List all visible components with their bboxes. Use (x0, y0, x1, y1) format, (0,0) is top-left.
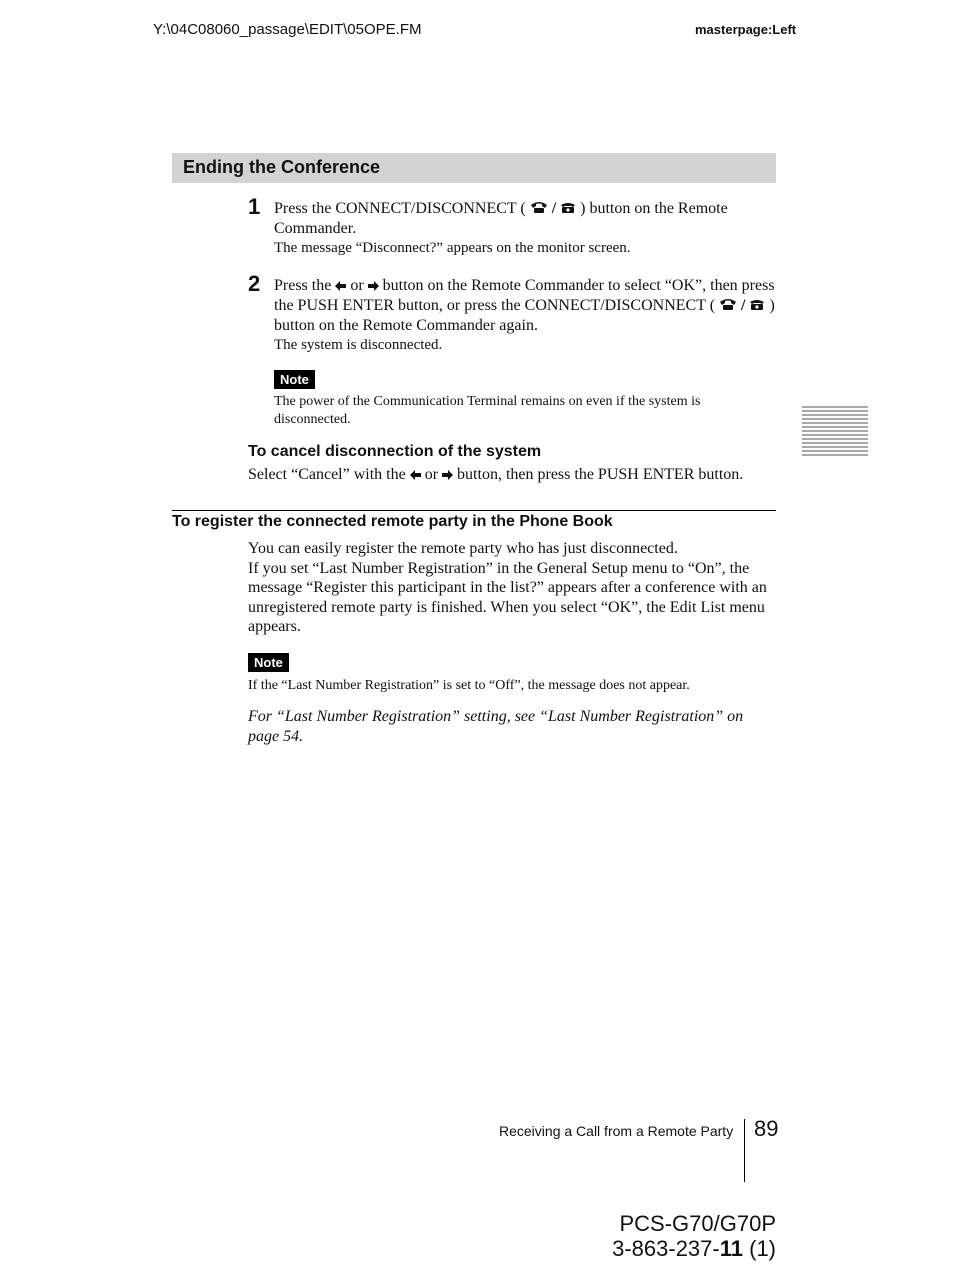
section-divider (172, 510, 776, 511)
page-number: 89 (754, 1116, 779, 1141)
step-2-text-a: Press the (274, 277, 332, 294)
file-path: Y:\04C08060_passage\EDIT\05OPE.FM (153, 21, 422, 38)
register-heading: To register the connected remote party in the Phone Book (172, 513, 613, 530)
step-2-result: The system is disconnected. (274, 337, 443, 353)
part-number-edition: 11 (719, 1236, 743, 1261)
left-arrow-icon (410, 466, 421, 486)
step-1-instruction (274, 199, 776, 239)
part-number-suffix: (1) (743, 1236, 776, 1261)
phone-cradle-icon (560, 200, 576, 220)
step-2-text-b: button on the Remote Commander to select “OK”, then press the PUSH ENTER button, or press the CONNECT/DISCONNECT ( (274, 277, 775, 315)
model-number: PCS-G70/G70P (619, 1211, 776, 1236)
phone-handset-lifted-icon (719, 297, 737, 317)
register-line-1: You can easily register the remote party who has just disconnected. (248, 540, 678, 557)
part-number (612, 1236, 776, 1262)
phone-cradle-icon (749, 297, 765, 317)
cancel-text-a: Select “Cancel” with the (248, 466, 406, 483)
cancel-text-b: button, then press the PUSH ENTER button. (457, 466, 744, 483)
cancel-text-or: or (424, 466, 439, 483)
part-number-prefix: 3-863-237- (612, 1236, 720, 1261)
note-text: If the “Last Number Registration” is set to “Off”, the message does not appear. (248, 678, 690, 693)
chapter-thumb-tab (802, 406, 868, 458)
note-text: The power of the Communication Terminal remains on even if the system is disconnected. (274, 394, 701, 427)
step-1-icon-separator: / (551, 200, 557, 217)
footer-section-name: Receiving a Call from a Remote Party (499, 1123, 734, 1139)
step-number-1: 1 (248, 194, 261, 219)
step-1-result: The message “Disconnect?” appears on the monitor screen. (274, 240, 631, 256)
step-1-text-b: ) button on the Remote Commander. (274, 200, 728, 238)
note-badge: Note (248, 653, 289, 672)
left-arrow-icon (335, 277, 346, 297)
note-badge: Note (274, 370, 315, 389)
step-2-instruction (274, 276, 778, 336)
right-arrow-icon (368, 277, 379, 297)
step-1-text-a: Press the CONNECT/DISCONNECT ( (274, 200, 526, 217)
register-line-2: If you set “Last Number Registration” in the General Setup menu to “On”, the message “Register this participant in the list?” appears after a conference with an unregistered remote party is finished. When you select “OK”, the Edit List menu appears. (248, 559, 767, 635)
cross-reference: For “Last Number Registration” setting, see “Last Number Registration” on page 54. (248, 708, 744, 745)
phone-handset-lifted-icon (530, 200, 548, 220)
right-arrow-icon (442, 466, 453, 486)
step-2-icon-separator: / (741, 297, 746, 315)
step-2-text-c: ) button on the Remote Commander again. (274, 297, 775, 335)
footer-divider (744, 1119, 745, 1182)
section-title: Ending the Conference (183, 157, 381, 177)
cancel-disconnection-heading: To cancel disconnection of the system (248, 443, 542, 460)
cancel-disconnection-text (248, 465, 778, 485)
step-2-text-or: or (350, 277, 364, 294)
masterpage-label: masterpage:Left (695, 22, 797, 37)
step-number-2: 2 (248, 271, 261, 296)
register-body (248, 539, 778, 637)
